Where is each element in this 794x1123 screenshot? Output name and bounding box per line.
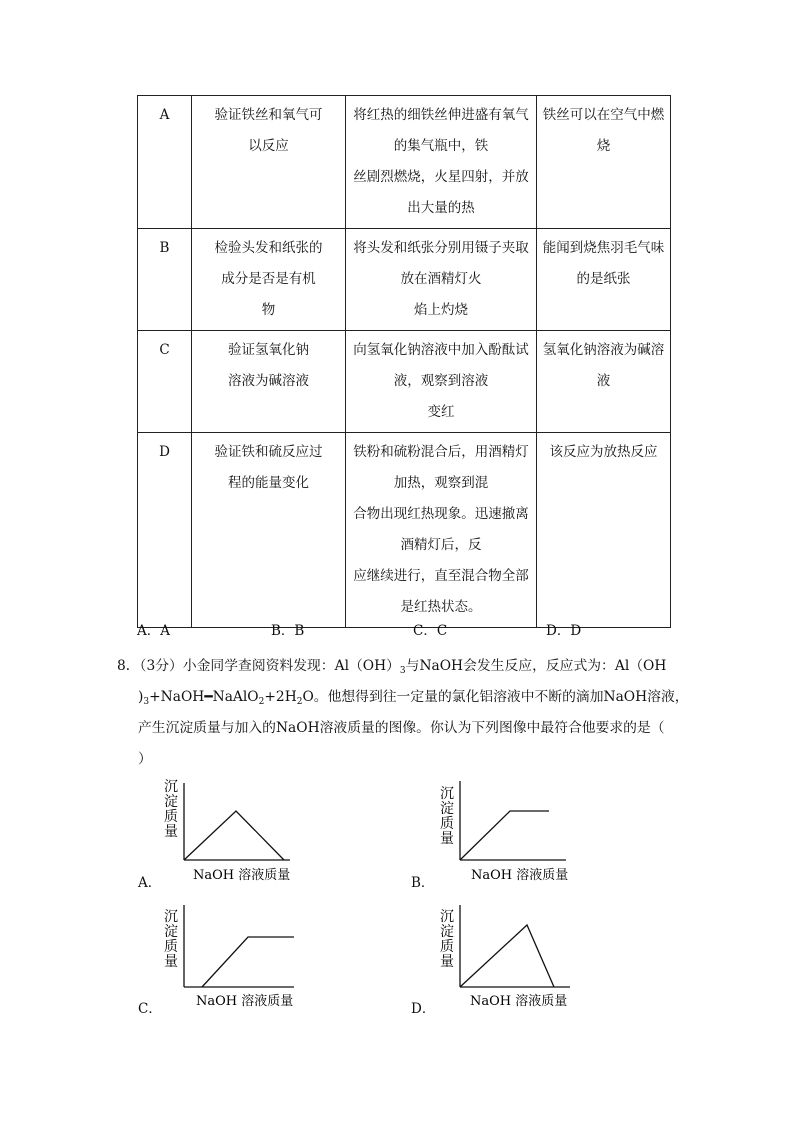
graph-a-ylabel: 沉淀质量 <box>164 779 178 840</box>
operation-cell <box>346 331 537 433</box>
operation-cell-line: 应继续进行，直至混合物全部 <box>353 568 529 584</box>
graph-option-c-label: C． <box>138 1001 162 1017</box>
graph-d-xlabel: NaOH 溶液质量 <box>470 994 568 1009</box>
conclusion-cell-line: 液 <box>596 373 611 389</box>
operation-cell-line: 放在酒精灯火 <box>400 271 482 287</box>
graph-c[interactable] <box>160 905 310 1024</box>
table-row <box>138 433 671 628</box>
graph-a-xlabel: NaOH 溶液质量 <box>193 868 291 883</box>
choice-d[interactable]: D．D <box>546 623 582 639</box>
operation-cell <box>346 229 537 331</box>
graph-c-ylabel: 沉淀质量 <box>164 909 178 970</box>
operation-cell <box>346 433 537 628</box>
question-line-3: 产生沉淀质量与加入的NaOH溶液质量的图像。你认为下列图像中最符合他要求的是（ <box>138 720 665 736</box>
operation-cell <box>346 96 537 229</box>
experiment-table <box>137 95 671 628</box>
table-row <box>138 331 671 433</box>
graph-b-xlabel: NaOH 溶液质量 <box>471 868 569 883</box>
graph-option-b-label: B． <box>411 875 435 891</box>
graph-c-curve <box>202 937 294 987</box>
conclusion-cell-line: 烧 <box>596 138 611 154</box>
conclusion-cell <box>537 433 671 628</box>
graph-a-svg <box>160 775 310 890</box>
graph-c-xlabel: NaOH 溶液质量 <box>196 994 294 1009</box>
operation-cell-line: 将头发和纸张分别用镊子夹取 <box>353 240 529 256</box>
graph-b-ylabel: 沉淀质量 <box>440 786 454 847</box>
purpose-cell-line: 验证氢氧化钠 <box>228 342 309 358</box>
operation-cell-line: 变红 <box>427 404 455 420</box>
purpose-cell <box>192 229 346 331</box>
question-line-2: )$_3+NaOH━NaAlO_2+2H_2O$。他想得到往一定量的氯化铝溶液中不断的滴加NaOH溶液， <box>138 689 689 707</box>
conclusion-cell-line: 该反应为放热反应 <box>549 444 658 460</box>
graph-b-curve <box>460 811 549 860</box>
graph-d-ylabel: 沉淀质量 <box>440 909 454 970</box>
purpose-cell-line: 验证铁丝和氧气可 <box>214 107 323 123</box>
graph-a-curve <box>184 811 284 860</box>
operation-cell-line: 加热，观察到混 <box>393 475 489 491</box>
table-row <box>138 229 671 331</box>
graph-a[interactable] <box>160 775 310 894</box>
graph-b[interactable] <box>436 775 586 894</box>
choice-c[interactable]: C．C <box>413 623 448 639</box>
purpose-cell <box>192 433 346 628</box>
q7-choices <box>137 619 677 639</box>
row-label: B <box>138 229 192 331</box>
graph-option-a-label: A． <box>138 875 162 891</box>
graph-d-curve <box>460 925 554 987</box>
conclusion-cell <box>537 229 671 331</box>
conclusion-cell-line: 氢氧化钠溶液为碱溶 <box>542 342 665 358</box>
conclusion-cell <box>537 96 671 229</box>
row-label: D <box>138 433 192 628</box>
graph-option-d-label: D． <box>411 1001 436 1017</box>
purpose-cell-line: 成分是否是有机 <box>221 271 316 287</box>
operation-cell-line: 的集气瓶中，铁 <box>393 138 489 154</box>
purpose-cell-line: 程的能量变化 <box>228 475 309 491</box>
graph-b-svg <box>436 775 586 890</box>
operation-cell-line: 焰上灼烧 <box>414 302 468 318</box>
question-line-1: 8．（3分）小金同学查阅资料发现：$Al(OH)_3$与NaOH会发生反应，反应式为：Al（OH <box>117 658 667 676</box>
operation-cell-line: 将红热的细铁丝伸进盛有氧气 <box>353 107 529 123</box>
purpose-cell-line: 验证铁和硫反应过 <box>214 444 323 460</box>
choice-a[interactable]: A．A <box>137 623 170 639</box>
purpose-cell-line: 物 <box>261 302 276 318</box>
purpose-cell-line: 以反应 <box>248 138 289 154</box>
operation-cell-line: 丝剧烈燃烧，火星四射，并放 <box>353 169 529 185</box>
purpose-cell <box>192 331 346 433</box>
conclusion-cell-line: 能闻到烧焦羽毛气味 <box>542 240 665 256</box>
graph-c-svg <box>160 905 310 1020</box>
operation-cell-line: 液，观察到溶液 <box>393 373 489 389</box>
purpose-cell-line: 检验头发和纸张的 <box>214 240 323 256</box>
graph-d[interactable] <box>436 905 586 1024</box>
operation-cell-line: 合物出现红热现象。迅速撤离 <box>353 506 529 522</box>
operation-cell-line: 铁粉和硫粉混合后，用酒精灯 <box>353 444 529 460</box>
operation-cell-line: 是红热状态。 <box>400 599 482 615</box>
row-label: C <box>138 331 192 433</box>
question-8 <box>117 651 689 775</box>
operation-cell-line: 向氢氧化钠溶液中加入酚酞试 <box>353 342 529 358</box>
choice-b[interactable]: B．B <box>271 623 305 639</box>
question-line-4: ） <box>138 751 152 767</box>
graph-d-svg <box>436 905 586 1020</box>
conclusion-cell-line: 铁丝可以在空气中燃 <box>542 107 665 123</box>
conclusion-cell-line: 的是纸张 <box>576 271 631 287</box>
conclusion-cell <box>537 331 671 433</box>
operation-cell-line: 酒精灯后，反 <box>400 537 482 553</box>
row-label: A <box>138 96 192 229</box>
purpose-cell-line: 溶液为碱溶液 <box>228 373 309 389</box>
table-row <box>138 96 671 229</box>
operation-cell-line: 出大量的热 <box>407 200 475 216</box>
purpose-cell <box>192 96 346 229</box>
